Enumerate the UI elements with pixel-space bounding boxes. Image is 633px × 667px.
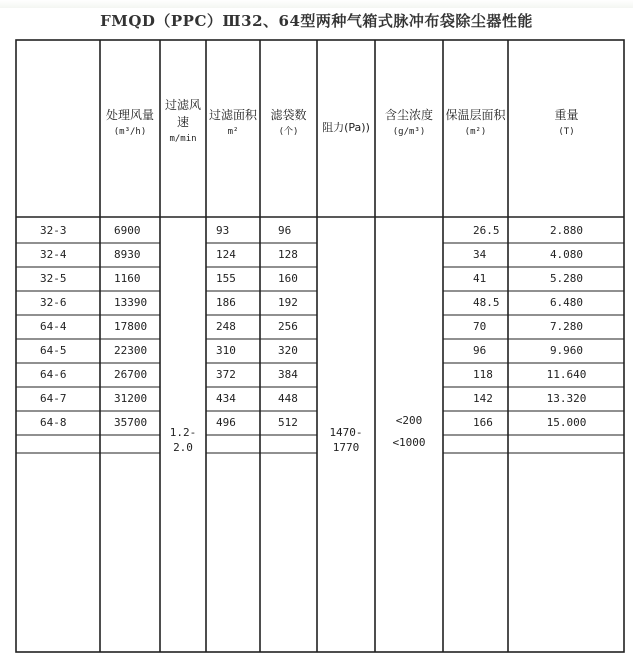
cell-weight: 15.000 <box>546 416 587 429</box>
cell-insul: 41 <box>473 272 487 285</box>
header-area-unit: m² <box>227 127 239 137</box>
merged-dust-2: <1000 <box>392 436 426 449</box>
cell-area: 434 <box>216 392 236 405</box>
cell-area: 248 <box>216 320 236 333</box>
cell-weight: 13.320 <box>546 392 587 405</box>
cell-weight: 5.280 <box>549 272 584 285</box>
header-speed-label-2: 速 <box>176 115 189 129</box>
cell-flow: 26700 <box>114 368 148 381</box>
cell-model: 32-5 <box>40 272 67 285</box>
cell-bags: 448 <box>278 392 298 405</box>
cell-model: 32-3 <box>40 224 67 237</box>
cell-insul: 34 <box>473 248 487 261</box>
cell-bags: 128 <box>278 248 298 261</box>
page-title: FMQD（PPC）Ⅲ32、64型两种气箱式脉冲布袋除尘器性能 <box>100 12 533 30</box>
cell-weight: 6.480 <box>549 296 584 309</box>
header-dust <box>375 107 443 140</box>
header-insulation-label: 保温层面积 <box>445 108 506 122</box>
cell-bags: 256 <box>278 320 298 333</box>
cell-model: 32-6 <box>40 296 67 309</box>
cell-insul: 142 <box>473 392 493 405</box>
header-weight <box>508 107 625 140</box>
header-flow <box>100 107 160 140</box>
cell-flow: 31200 <box>114 392 148 405</box>
cell-model: 32-4 <box>40 248 67 261</box>
merged-speed: 1.2-2.0 <box>169 426 197 454</box>
cell-bags: 320 <box>278 344 298 357</box>
cell-flow: 1160 <box>114 272 141 285</box>
cell-area: 310 <box>216 344 236 357</box>
performance-table <box>15 39 625 653</box>
cell-area: 124 <box>216 248 236 261</box>
cell-weight: 7.280 <box>549 320 584 333</box>
header-bags-label: 滤袋数 <box>270 108 307 122</box>
header-bags <box>260 107 317 140</box>
cell-area: 93 <box>216 224 230 237</box>
cell-insul: 96 <box>473 344 487 357</box>
cell-bags: 160 <box>278 272 298 285</box>
cell-model: 64-4 <box>40 320 67 333</box>
header-dust-unit: (g/m³) <box>392 127 426 137</box>
cell-flow: 13390 <box>114 296 148 309</box>
header-resistance-label: 阻力(Pa)) <box>322 121 370 134</box>
merged-resistance: 1470-1770 <box>329 426 363 454</box>
merged-dust-1: <200 <box>395 414 423 427</box>
cell-bags: 192 <box>278 296 298 309</box>
header-speed-label-1: 过滤风 <box>164 98 201 112</box>
cell-area: 155 <box>216 272 236 285</box>
cell-flow: 22300 <box>114 344 148 357</box>
cell-model: 64-6 <box>40 368 67 381</box>
cell-model: 64-8 <box>40 416 67 429</box>
cell-model: 64-5 <box>40 344 67 357</box>
cell-insul: 118 <box>473 368 493 381</box>
header-resistance <box>317 119 375 136</box>
header-flow-unit: (m³/h) <box>113 127 147 137</box>
cell-flow: 6900 <box>114 224 141 237</box>
cell-weight: 2.880 <box>549 224 584 237</box>
cell-weight: 11.640 <box>546 368 587 381</box>
cell-area: 372 <box>216 368 236 381</box>
header-speed-unit: m/min <box>169 134 197 144</box>
header-dust-label: 含尘浓度 <box>384 108 433 122</box>
cell-bags: 384 <box>278 368 298 381</box>
cell-area: 186 <box>216 296 236 309</box>
cell-weight: 4.080 <box>549 248 584 261</box>
cell-model: 64-7 <box>40 392 67 405</box>
cell-flow: 17800 <box>114 320 148 333</box>
cell-bags: 96 <box>278 224 292 237</box>
header-speed <box>160 97 206 147</box>
top-strip <box>0 0 633 8</box>
cell-flow: 35700 <box>114 416 148 429</box>
cell-insul: 48.5 <box>473 296 500 309</box>
cell-flow: 8930 <box>114 248 141 261</box>
header-bags-unit: (个) <box>278 127 299 137</box>
cell-insul: 70 <box>473 320 487 333</box>
header-flow-label: 处理风量 <box>105 108 154 122</box>
cell-insul: 26.5 <box>473 224 500 237</box>
cell-weight: 9.960 <box>549 344 584 357</box>
header-weight-unit: (T) <box>558 127 575 137</box>
cell-insul: 166 <box>473 416 493 429</box>
cell-area: 496 <box>216 416 236 429</box>
header-weight-label: 重量 <box>554 108 579 122</box>
header-insulation <box>443 107 508 140</box>
header-insulation-unit: (m²) <box>464 127 487 137</box>
cell-bags: 512 <box>278 416 298 429</box>
header-area-label: 过滤面积 <box>208 108 257 122</box>
header-area <box>206 107 260 140</box>
